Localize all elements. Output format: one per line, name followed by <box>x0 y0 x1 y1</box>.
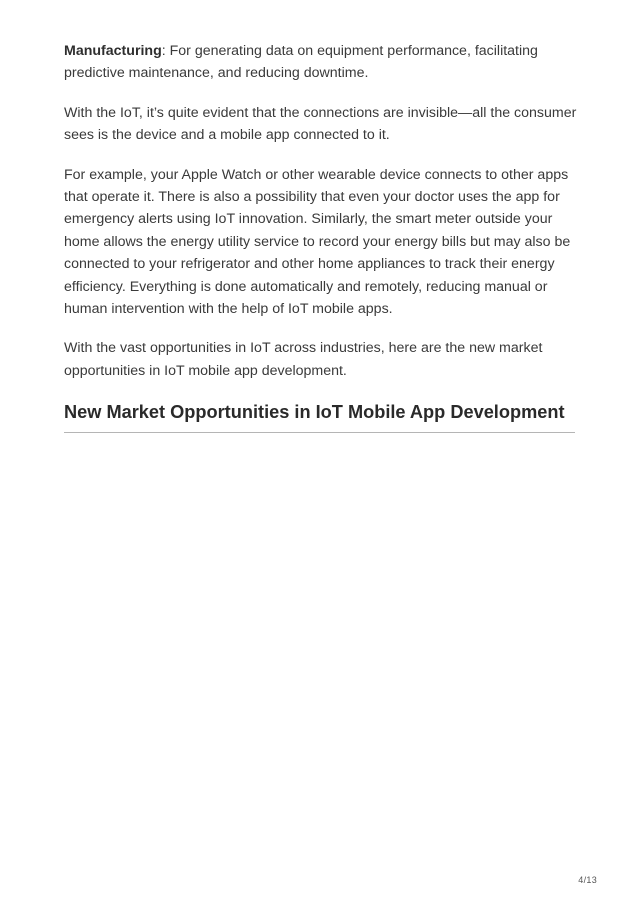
section-heading: New Market Opportunities in IoT Mobile App Development <box>64 402 565 423</box>
apple-watch-example-paragraph: For example, your Apple Watch or other wearable device connects to other apps that operate it. There is also a possibility that even your doctor uses the app for emergency alerts using IoT innovation. Similarly, the smart meter outside your home allows the energy utility service to record your energy bills but may also be connected to your refrigerator and other home appliances to track their energy efficiency. Everything is done automatically and remotely, reducing manual or human intervention with the help of IoT mobile apps. <box>64 166 571 318</box>
manufacturing-text: : For generating data on equipment performance, facilitating predictive maintenance, and reducing downtime. <box>64 43 538 82</box>
heading-divider <box>64 432 575 433</box>
manufacturing-paragraph <box>64 40 579 85</box>
document-body <box>64 40 579 433</box>
iot-invisible-paragraph: With the IoT, it’s quite evident that the connections are invisible—all the consumer sees is the device and a mobile app connected to it. <box>64 104 577 144</box>
manufacturing-term: Manufacturing <box>64 43 162 59</box>
page-number: 4/13 <box>578 875 597 885</box>
opportunities-intro-paragraph: With the vast opportunities in IoT across industries, here are the new market opportunities in IoT mobile app development. <box>64 340 543 379</box>
